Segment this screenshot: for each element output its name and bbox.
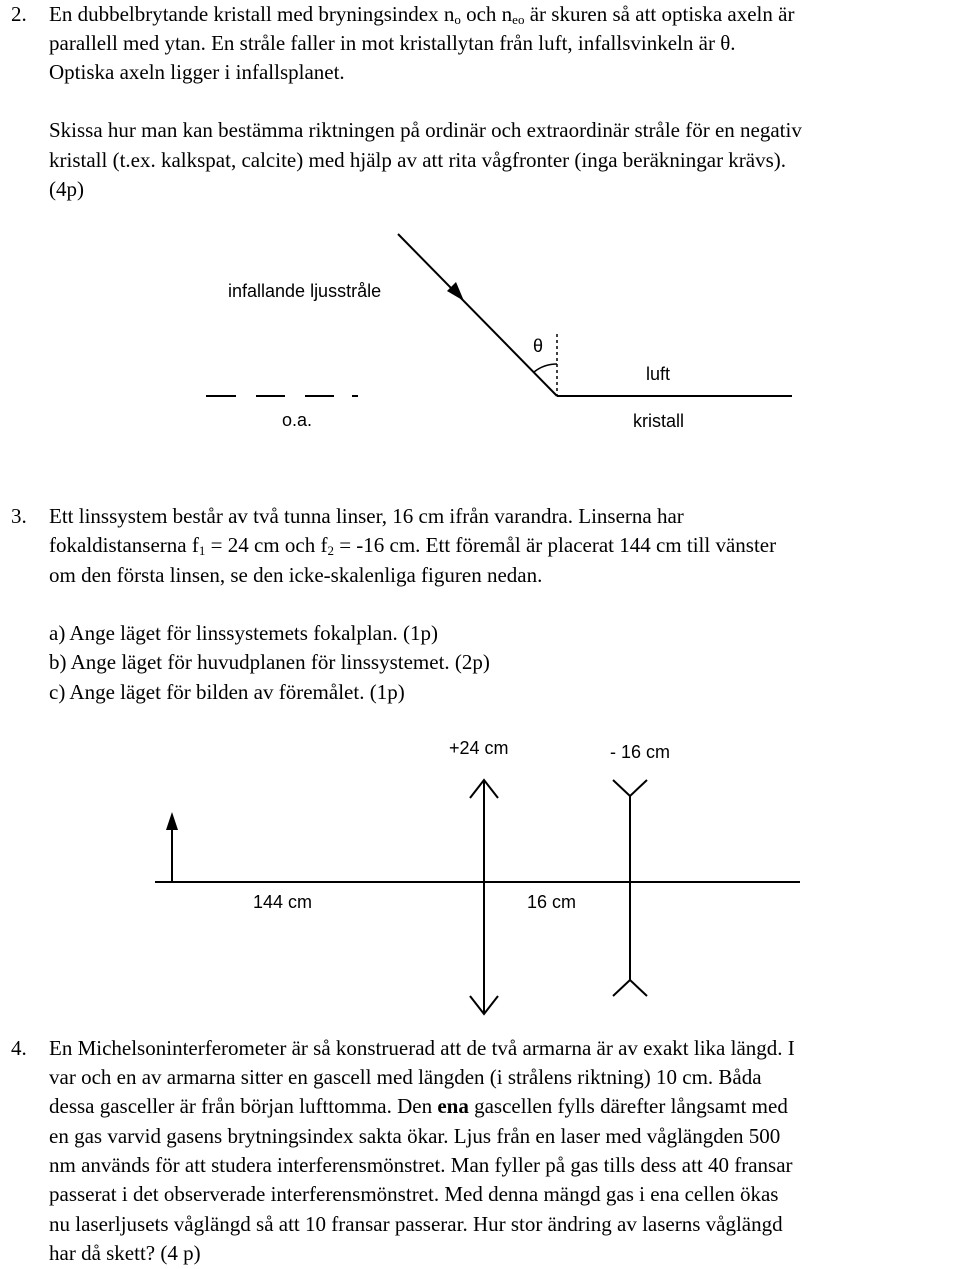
- question-3-line-1: Ett linssystem består av två tunna linser, 16 cm ifrån varandra. Linserna har: [49, 504, 684, 528]
- q2-sub: eo: [512, 12, 525, 27]
- q3-text: = -16 cm. Ett föremål är placerat 144 cm till vänster: [333, 533, 777, 557]
- question-4-line-7: nu laserljusets våglängd så att 10 fransar passerar. Hur stor ändring av laserns våglängd: [49, 1212, 783, 1236]
- question-2-line-5: kristall (t.ex. kalkspat, calcite) med hjälp av att rita vågfronter (inga beräkningar krävs).: [49, 148, 787, 172]
- question-4-line-4: en gas varvid gasens brytningsindex sakta ökar. Ljus från en laser med våglängden 500: [49, 1124, 781, 1148]
- q3-sub: 1: [198, 543, 206, 558]
- question-4-number: 4.: [11, 1036, 27, 1060]
- lens-1-focal-label: +24 cm: [449, 738, 509, 758]
- question-4-line-6: passerat i det observerade interferensmönstret. Med denna mängd gas i ena cellen ökas: [49, 1182, 779, 1206]
- diverging-lens-bottom: [613, 980, 647, 996]
- question-4-line-2: var och en av armarna sitter en gascell med längden (i strålens riktning) 10 cm. Båda: [49, 1065, 762, 1089]
- question-4-line-5: nm används för att studera interferensmönstret. Man fyller på gas tills dess att 40 fransar: [49, 1153, 793, 1177]
- crystal-label: kristall: [633, 411, 685, 431]
- question-4-line-1: En Michelsoninterferometer är så konstruerad att de två armarna är av exakt lika längd. I: [49, 1036, 795, 1060]
- object-arrowhead: [166, 812, 178, 830]
- q3-text: = 24 cm och f: [205, 533, 328, 557]
- question-2-line-3: Optiska axeln ligger i infallsplanet.: [49, 60, 345, 84]
- q2-sub: o: [454, 12, 461, 27]
- lens-separation-label: 16 cm: [527, 892, 577, 912]
- q4-text: dessa gasceller är från början lufttomma. Den: [49, 1094, 438, 1118]
- question-2-line-4: Skissa hur man kan bestämma riktningen på ordinär och extraordinär stråle för en negativ: [49, 118, 802, 142]
- q3-sub: 2: [327, 543, 334, 558]
- q2-text: En dubbelbrytande kristall med bryningsindex n: [49, 2, 455, 26]
- q4-bold-text: ena: [437, 1094, 469, 1118]
- question-4-line-3: [49, 1092, 788, 1122]
- object-distance-label: 144 cm: [253, 892, 313, 912]
- q4-text: gascellen fylls därefter långsamt med: [468, 1094, 788, 1118]
- incident-ray-label: infallande ljusstråle: [228, 281, 382, 301]
- question-3-part-a: a) Ange läget för linssystemets fokalplan. (1p): [49, 621, 438, 645]
- q2-text: är skuren så att optiska axeln är: [524, 2, 795, 26]
- lens-2-focal-label: - 16 cm: [610, 742, 671, 762]
- question-3-part-b: b) Ange läget för huvudplanen för linssystemet. (2p): [49, 650, 490, 674]
- air-label: luft: [646, 364, 671, 384]
- question-3-part-c: c) Ange läget för bilden av föremålet. (1p): [49, 680, 405, 704]
- question-3-line-3: om den första linsen, se den icke-skalenliga figuren nedan.: [49, 563, 543, 587]
- q3-text: fokaldistanserna f: [49, 533, 199, 557]
- angle-theta-label: θ: [533, 336, 544, 356]
- question-4-line-8: har då skett? (4 p): [49, 1241, 201, 1265]
- question-2-line-6: (4p): [49, 177, 84, 201]
- question-2-line-2: parallell med ytan. En stråle faller in mot kristallytan från luft, infallsvinkeln är θ.: [49, 31, 736, 55]
- diverging-lens-top: [613, 780, 647, 796]
- question-2-number: 2.: [11, 2, 27, 26]
- question-3-number: 3.: [11, 504, 27, 528]
- q2-text: och n: [460, 2, 513, 26]
- optic-axis-label: o.a.: [282, 410, 313, 430]
